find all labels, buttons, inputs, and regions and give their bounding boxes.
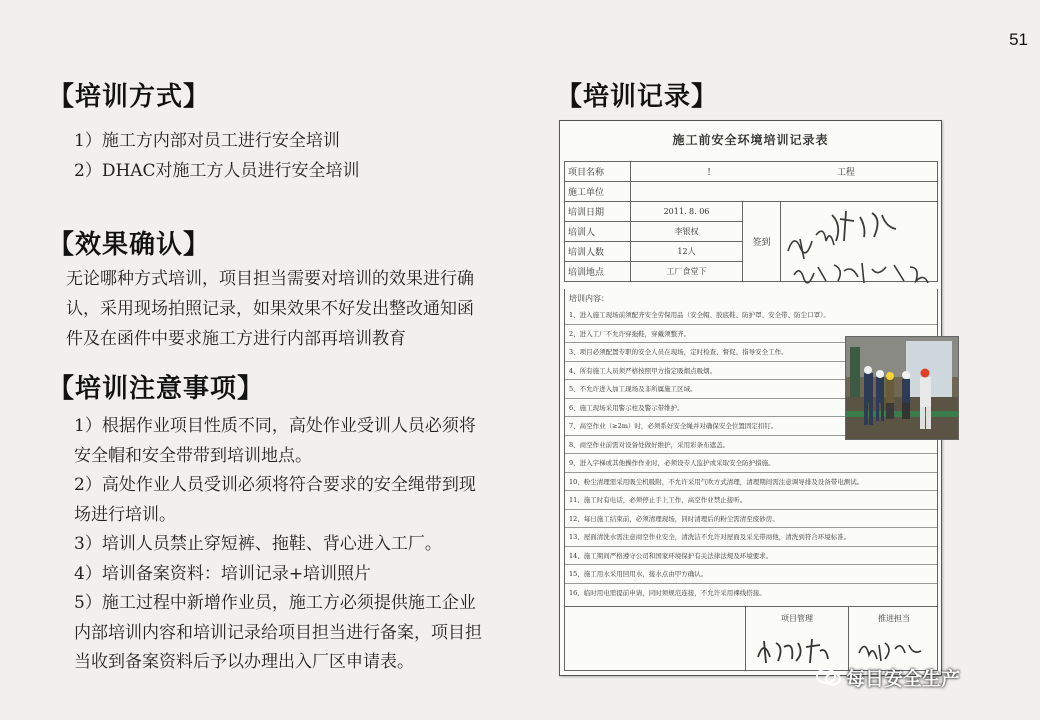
handwritten-signatures xyxy=(782,205,942,299)
manager-signature xyxy=(754,633,834,667)
list-item: 1）根据作业项目性质不同，高处作业受训人员必须将 xyxy=(74,416,476,436)
manager-label: 项目管理 xyxy=(781,614,813,623)
count-label: 培训人数 xyxy=(565,242,631,262)
list-item: 13、屋面清洗水需注意商空作业安全，清洗洁不允许对屋面及采光带商他，清洗到符合环境标准。 xyxy=(565,528,937,547)
unit-value xyxy=(631,182,938,202)
list-item: 16、临时用电需提前申请，同时须规范连接，不允许采用裸线搭接。 xyxy=(569,588,766,597)
list-item: 1、进入施工现场前须配齐安全劳保用品（安全帽、胶底鞋、防护罩、安全带、防尘口罩）。 xyxy=(565,306,937,325)
location-value: 工厂食堂下 xyxy=(631,262,743,282)
list-item: 安全帽和安全带带到培训地点。 xyxy=(74,445,312,466)
list-item: 12、每日施工结束前，必须清理现场，同时清理后的粉尘需清至废砂房。 xyxy=(565,510,937,529)
list-item: 15、施工用水采用回用水，接水点由甲方确认。 xyxy=(565,565,937,584)
list-item: 8、商空作业前需对设备处做好维护，采用彩条布遮盖。 xyxy=(565,436,937,455)
list-item: 3）培训人员禁止穿短裤、拖鞋、背心进入工厂。 xyxy=(74,534,442,554)
training-photo-illustration xyxy=(846,337,959,440)
training-method-heading: 【培训方式】 xyxy=(48,82,211,112)
owner-signature xyxy=(855,633,935,667)
trainer-label: 培训人 xyxy=(565,222,631,242)
list-item: 2）DHAC对施工方人员进行安全培训 xyxy=(74,161,360,181)
effect-confirm-paragraph xyxy=(66,264,538,354)
list-item: 14、施工期间严格遵守公司和国家环境保护有关法律法规及环境要求。 xyxy=(565,547,937,566)
list-item: 10、粉尘清理需采用吸尘机吸附，不允许采用气吹方式清理，清理期间需注意调导排及设备带电测试。 xyxy=(565,473,937,492)
list-item: 4）培训备案资料：培训记录+培训照片 xyxy=(74,563,372,584)
sign-off-section xyxy=(564,607,938,671)
list-item: 4、所有施工人员须严格按照甲方指定吸烟点吸烟。 xyxy=(565,362,937,381)
chat-bubbles-icon xyxy=(816,667,842,692)
trainer-value: 李银权 xyxy=(631,222,743,242)
list-item: 2、进入工厂不允许穿拖鞋，穿戴须整齐。 xyxy=(565,325,937,344)
sign-label: 签到 xyxy=(743,202,781,282)
paragraph-line: 认，采用现场拍照记录，如果效果不好发出整改通知函 xyxy=(66,299,474,319)
list-item: 当收到备案资料后予以办理出入厂区申请表。 xyxy=(74,652,414,672)
list-item: 9、进入字梯或其他操作作业时，必须设专人监护或采取安全防护措施。 xyxy=(565,454,937,473)
manager-cell xyxy=(745,607,849,671)
effect-confirm-heading: 【效果确认】 xyxy=(48,230,211,260)
unit-label: 施工单位 xyxy=(565,182,631,202)
notes-heading: 【培训注意事项】 xyxy=(48,374,265,404)
location-label: 培训地点 xyxy=(565,262,631,282)
notes-list xyxy=(74,412,482,678)
form-title: 施工前安全环境培训记录表 xyxy=(672,133,829,147)
project-name-label: 项目名称 xyxy=(565,162,631,182)
list-item: 内部培训内容和培训记录给项目担当进行备案，项目担 xyxy=(74,622,482,643)
list-item: 11、施工时有电话，必须停止手上工作，高空作业禁止接听。 xyxy=(565,491,937,510)
date-value: 2011. 8. 06 xyxy=(631,202,743,222)
list-item: 2）高处作业人员受训必须将符合要求的安全绳带到现 xyxy=(74,475,476,495)
list-item: 5）施工过程中新增作业员，施工方必须提供施工企业 xyxy=(74,593,476,613)
list-item: 3、项目必须配置专职的安全人员在现场，定时检查、督促、指导安全工作。 xyxy=(565,343,937,362)
training-method-list xyxy=(74,126,360,186)
project-name-value: ! 工程 xyxy=(631,162,938,182)
watermark: 每日安全生产 xyxy=(816,664,960,692)
training-photo xyxy=(845,336,959,440)
list-item: 1）施工方内部对员工进行安全培训 xyxy=(74,131,340,151)
date-label: 培训日期 xyxy=(565,202,631,222)
paragraph-line: 件及在函件中要求施工方进行内部再培训教育 xyxy=(66,329,406,349)
page-number: 51 xyxy=(1009,30,1028,49)
list-item: 7、高空作业（≥2m）时，必须系好安全绳并对确保安全位置固定扣钉。 xyxy=(565,417,937,436)
training-record-heading: 【培训记录】 xyxy=(556,82,719,112)
owner-label: 推进担当 xyxy=(878,614,910,623)
count-value: 12人 xyxy=(631,242,743,262)
content-label: 培训内容： xyxy=(569,294,609,303)
list-item: 场进行培训。 xyxy=(74,504,176,525)
list-item: 6、施工现场采用警示柱及警示带维护。 xyxy=(565,399,937,418)
list-item: 5、不允许进入加工现场及非所属施工区域。 xyxy=(565,380,937,399)
paragraph-line: 无论哪种方式培训，项目担当需要对培训的效果进行确 xyxy=(66,269,474,289)
